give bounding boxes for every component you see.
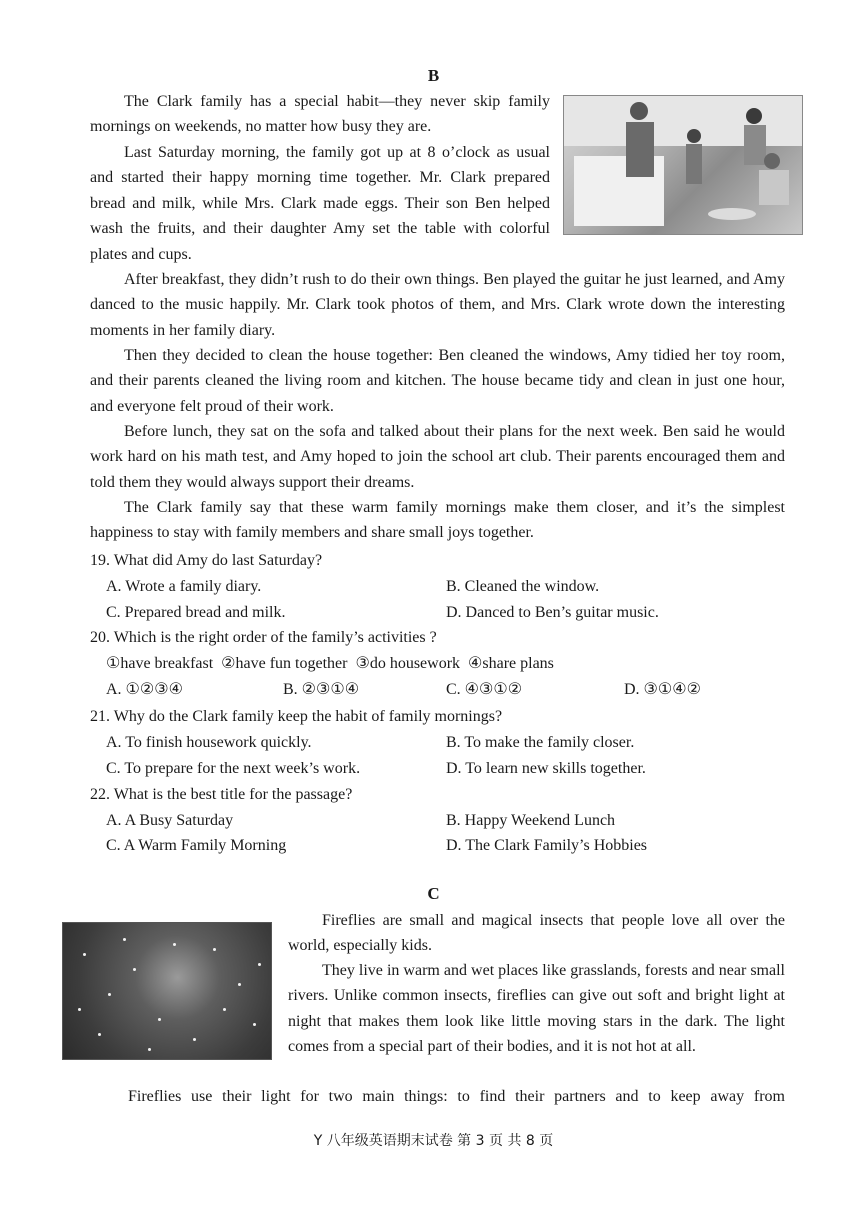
question-21-option-c: C. To prepare for the next week’s work.: [106, 760, 361, 777]
question-19-stem: 19. What did Amy do last Saturday?: [90, 552, 323, 569]
section-b-paragraph-6: The Clark family say that these warm family mornings make them closer, and it’s the simplest happiness to stay with family members and share small joys together.: [90, 499, 785, 542]
question-22-option-b: B. Happy Weekend Lunch: [446, 812, 616, 829]
question-22-option-d: D. The Clark Family’s Hobbies: [446, 837, 648, 854]
fireflies-photo: [62, 922, 272, 1060]
section-c-paragraph-1: Fireflies are small and magical insects that people love all over the world, especially kids.: [288, 912, 785, 955]
question-20-option-d: D. ③①④②: [624, 681, 701, 698]
question-21-option-a: A. To finish housework quickly.: [106, 734, 312, 751]
section-b-paragraph-1: The Clark family has a special habit—they never skip family mornings on weekends, no matter how busy they are.: [90, 93, 550, 136]
section-b-heading: B: [427, 66, 440, 85]
question-22-stem: 22. What is the best title for the passage?: [90, 786, 353, 803]
question-20-option-b: B. ②③①④: [283, 681, 360, 698]
question-19-option-c: C. Prepared bread and milk.: [106, 604, 286, 621]
question-19-option-a: A. Wrote a family diary.: [106, 578, 262, 595]
question-20-option-a: A. ①②③④: [106, 681, 183, 698]
question-22-option-c: C. A Warm Family Morning: [106, 837, 287, 854]
question-20-stem: 20. Which is the right order of the family’s activities ?: [90, 629, 437, 646]
section-b-paragraph-5: Before lunch, they sat on the sofa and talked about their plans for the next week. Ben said he would work hard on his math test, and Amy hoped to join the school art club. Their parents encouraged them and told them they would always support their dreams.: [90, 423, 785, 491]
question-22-option-a: A. A Busy Saturday: [106, 812, 234, 829]
section-b-paragraph-2: Last Saturday morning, the family got up at 8 o’clock as usual and started their happy morning time together. Mr. Clark prepared bread and milk, while Mrs. Clark made eggs. Their son Ben helped wash the fruits, and their daughter Amy set the table with colorful plates and cups.: [90, 144, 550, 263]
section-c-paragraph-2: They live in warm and wet places like grasslands, forests and near small rivers. Unlike common insects, fireflies can give out soft and bright light at night that makes them look like little moving stars in the dark. The light comes from a special part of their bodies, and it is not hot at all.: [288, 962, 785, 1056]
question-21-option-d: D. To learn new skills together.: [446, 760, 646, 777]
section-b-paragraph-3: After breakfast, they didn’t rush to do their own things. Ben played the guitar he just learned, and Amy danced to the music happily. Mr. Clark took photos of them, and Mrs. Clark wrote down the interesting moments in her family diary.: [90, 271, 785, 339]
question-19-option-b: B. Cleaned the window.: [446, 578, 600, 595]
family-photo-figures: [564, 96, 802, 234]
page-footer: Y 八年级英语期末试卷 第 3 页 共 8 页: [313, 1133, 554, 1149]
section-b-paragraph-4: Then they decided to clean the house together: Ben cleaned the windows, Amy tidied her toy room, and their parents cleaned the living room and kitchen. The house became tidy and clean in just one hour, and everyone felt proud of their work.: [90, 347, 785, 415]
question-20-option-c: C. ④③①②: [446, 681, 523, 698]
question-20-activity-list: ①have breakfast ②have fun together ③do housework ④share plans: [106, 655, 554, 672]
section-c-paragraph-3: Fireflies use their light for two main things: to find their partners and to keep away from: [128, 1088, 785, 1105]
question-21-option-b: B. To make the family closer.: [446, 734, 635, 751]
question-21-stem: 21. Why do the Clark family keep the habit of family mornings?: [90, 708, 503, 725]
family-kitchen-photo: [563, 95, 803, 235]
question-19-option-d: D. Danced to Ben’s guitar music.: [446, 604, 659, 621]
section-c-heading: C: [427, 884, 440, 903]
